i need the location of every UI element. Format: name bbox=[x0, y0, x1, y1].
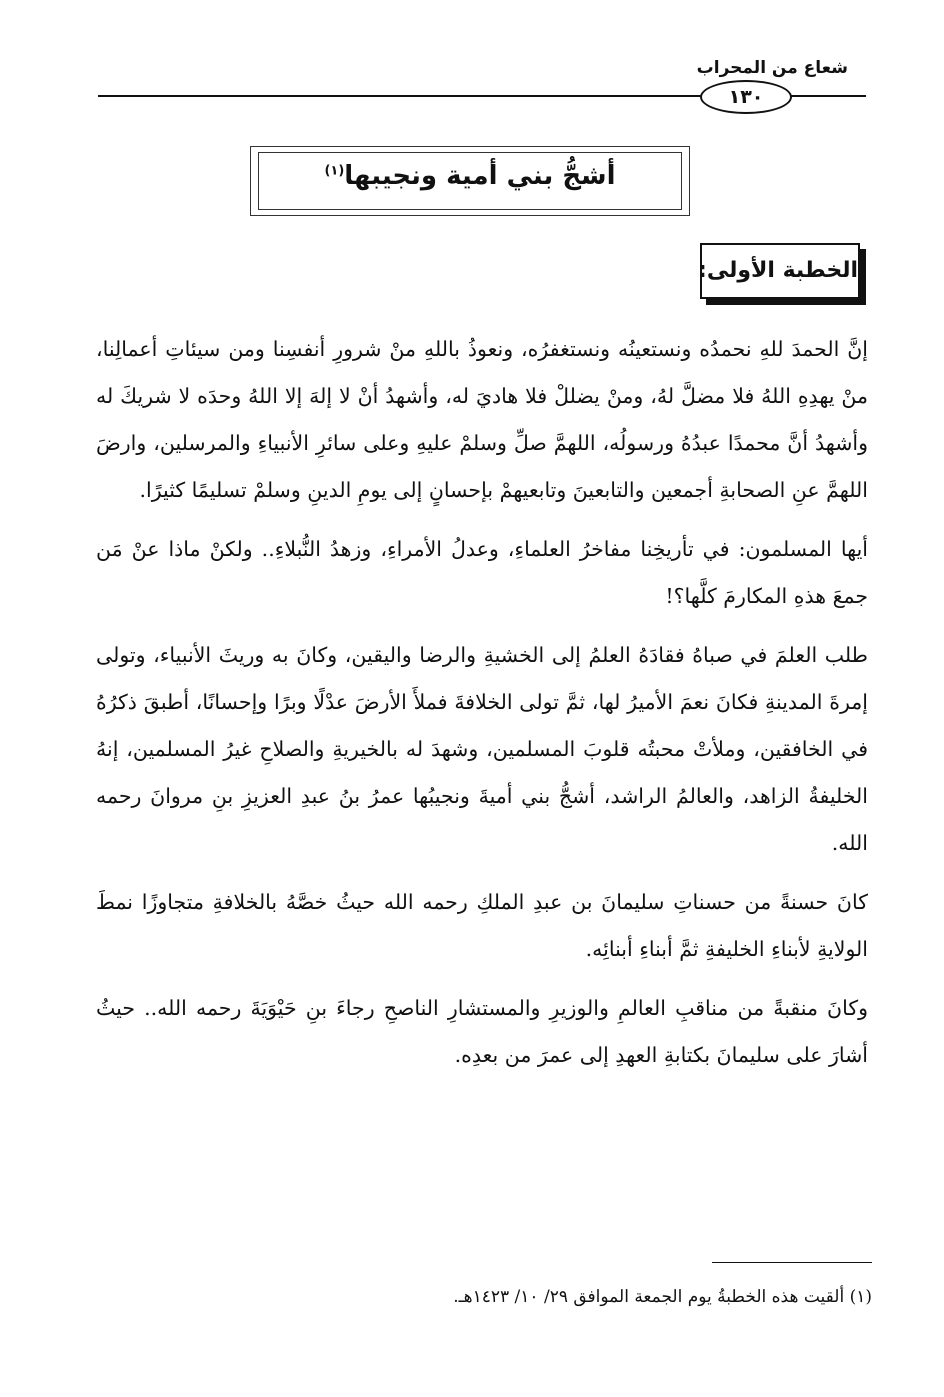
paragraph-sulayman: كانَ حسنةً من حسناتِ سليمانَ بن عبدِ الملكِ رحمه الله حيثُ خصَّهُ بالخلافةِ متجاوزًا نمطَ الولايةِ لأبناءِ الخليفةِ ثمَّ أبناءِ أبنائِه. bbox=[96, 890, 868, 961]
footnote-marker: (١) bbox=[324, 163, 345, 179]
header-rule bbox=[784, 95, 866, 97]
sermon-title-text: أشجُّ بني أمية ونجيبها bbox=[344, 161, 616, 191]
paragraph-biography: طلب العلمَ في صباهُ فقادَهُ العلمُ إلى الخشيةِ والرضا واليقين، وكانَ به وريثَ الأنبياء، وتولى إمرةَ المدينةِ فكانَ نعمَ الأميرُ لها، ثمَّ تولى الخلافةَ فملأَ الأرضَ عدْلًا وبرًا وإحسانًا، أطبقَ ذكرُهُ في الخافقين، وملأتْ محبتُه قلوبَ المسلمين، وشهدَ له بالخيريةِ والصلاحِ غيرُ المسلمين، إنهُ الخليفةُ الزاهد، والعالمُ الراشد، أشجُّ بني أميةَ ونجيبُها عمرُ بنُ عبدِ العزيزِ بنِ مروانَ رحمه الله. bbox=[96, 643, 868, 855]
header-rule bbox=[98, 95, 706, 97]
section-label: الخطبة الأولى: bbox=[698, 258, 858, 283]
paragraph-raja: وكانَ منقبةً من مناقبِ العالمِ والوزيرِ والمستشارِ الناصحِ رجاءَ بنِ حَيْوَيَةَ رحمه الله.. حيثُ أشارَ على سليمانَ بكتابةِ العهدِ إلى عمرَ من بعدِه. bbox=[96, 996, 868, 1067]
sermon-body bbox=[96, 326, 868, 1079]
title-frame bbox=[250, 146, 690, 216]
sermon-title bbox=[250, 161, 690, 191]
section-label-box bbox=[700, 243, 860, 299]
paragraph-opening: إنَّ الحمدَ للهِ نحمدُه ونستعينُه ونستغفرُه، ونعوذُ باللهِ منْ شرورِ أنفسِنا ومن سيئاتِ أعمالِنا، منْ يهدِهِ اللهُ فلا مضلَّ لهُ، ومنْ يضللْ فلا هاديَ له، وأشهدُ أنْ لا إلهَ إلا اللهُ وحدَه لا شريكَ له وأشهدُ أنَّ محمدًا عبدُهُ ورسولُه، اللهمَّ صلِّ وسلمْ عليهِ وعلى سائرِ الأنبياءِ والمرسلين، وارضَ اللهمَّ عنِ الصحابةِ أجمعين والتابعينَ وتابعيهمْ بإحسانٍ إلى يومِ الدينِ وسلمْ تسليمًا كثيرًا. bbox=[96, 337, 868, 502]
paragraph-address: أيها المسلمون: في تأريخِنا مفاخرُ العلماءِ، وعدلُ الأمراءِ، وزهدُ النُّبلاءِ.. ولكنْ ماذا عنْ مَن جمعَ هذهِ المكارمَ كلَّها؟! bbox=[96, 537, 868, 608]
page-number: ١٣٠ bbox=[700, 80, 792, 114]
footnote-rule bbox=[712, 1262, 872, 1263]
running-title: شعاع من المحراب bbox=[696, 58, 848, 78]
footnote: (١) ألقيت هذه الخطبةُ يوم الجمعة الموافق ٢٩/ ١٠/ ١٤٢٣هـ. bbox=[453, 1287, 872, 1307]
